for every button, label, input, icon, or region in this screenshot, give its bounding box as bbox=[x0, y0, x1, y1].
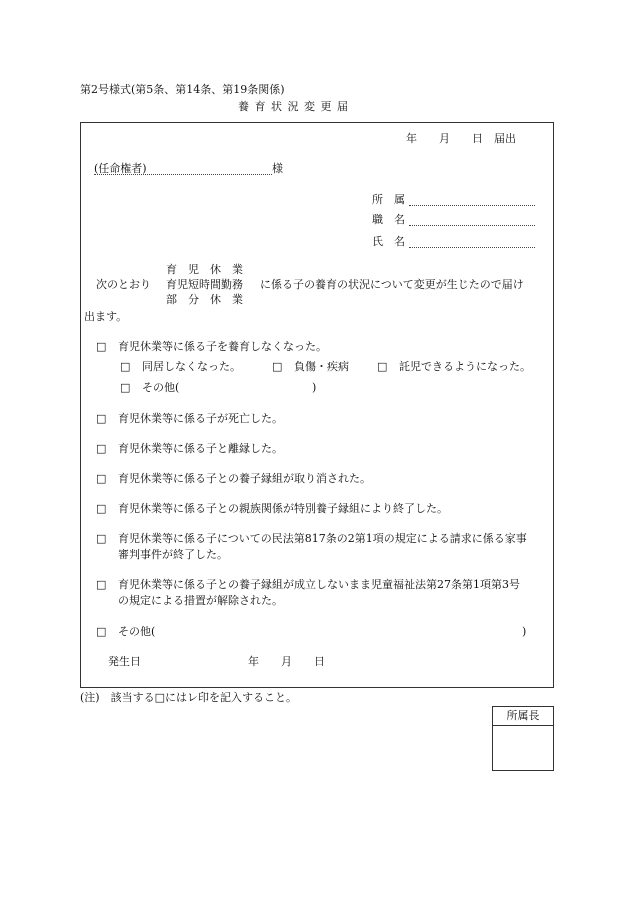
intro-suffix: に係る子の養育の状況について変更が生じたので届け bbox=[260, 278, 524, 291]
intro-option-childcare-leave: 育 児 休 業 bbox=[166, 263, 243, 276]
item-adoption-cancelled: □ 育児休業等に係る子との養子縁組が取り消された。 bbox=[96, 472, 371, 485]
intro-continuation: 出ます。 bbox=[84, 310, 128, 323]
intro-option-partial-leave: 部 分 休 業 bbox=[166, 293, 243, 306]
field-name: 氏 名 bbox=[372, 236, 535, 248]
page-title: 養 育 状 況 変 更 届 bbox=[238, 100, 349, 113]
checkbox[interactable]: □ bbox=[96, 412, 107, 425]
intro-option-short-hours: 育児短時間勤務 bbox=[166, 278, 243, 291]
form-number: 第2号様式(第5条、第14条、第19条関係) bbox=[80, 83, 285, 96]
occurrence-label: 発生日 bbox=[108, 655, 141, 668]
name-input[interactable] bbox=[409, 236, 535, 248]
occurrence-date[interactable]: 年 月 日 bbox=[248, 655, 325, 668]
field-position: 職 名 bbox=[372, 214, 535, 226]
item-relationship-ended: □ 育児休業等に係る子との親族関係が特別養子縁組により終了した。 bbox=[96, 502, 448, 515]
affiliation-input[interactable] bbox=[409, 194, 535, 206]
item-other-close: ) bbox=[522, 625, 527, 638]
field-affiliation: 所 属 bbox=[372, 194, 535, 206]
item-family-court-case-cont: 審判事件が終了した。 bbox=[118, 548, 228, 561]
checkbox[interactable]: □ bbox=[96, 472, 107, 485]
intro-prefix: 次のとおり bbox=[96, 278, 151, 291]
footnote: (注) 該当する□にはレ印を記入すること。 bbox=[80, 691, 297, 704]
item-child-died: □ 育児休業等に係る子が死亡した。 bbox=[96, 412, 283, 425]
checkbox[interactable]: □ bbox=[120, 381, 131, 394]
checkbox[interactable]: □ bbox=[96, 502, 107, 515]
sub-item-other: □ その他( bbox=[120, 381, 180, 394]
item-no-longer-raising: □ 育児休業等に係る子を養育しなくなった。 bbox=[96, 340, 327, 353]
item-family-court-case: □ 育児休業等に係る子についての民法第817条の2第1項の規定による請求に係る家事 bbox=[96, 532, 527, 545]
submission-date[interactable]: 年 月 日 届出 bbox=[406, 132, 516, 145]
sub-item-not-cohabiting: □ 同居しなくなった。 bbox=[120, 360, 241, 373]
checkbox[interactable]: □ bbox=[377, 360, 388, 373]
appointer-field[interactable]: (任命権者) bbox=[94, 163, 272, 175]
checkbox[interactable]: □ bbox=[120, 360, 131, 373]
stamp-box-label: 所属長 bbox=[493, 707, 553, 726]
item-other: □ その他( bbox=[96, 625, 156, 638]
approval-stamp-box[interactable] bbox=[492, 706, 554, 771]
appointer-line bbox=[94, 163, 283, 175]
checkbox[interactable]: □ bbox=[96, 578, 107, 591]
checkbox[interactable]: □ bbox=[96, 340, 107, 353]
item-adoption-dissolved: □ 育児休業等に係る子と離縁した。 bbox=[96, 442, 283, 455]
honorific: 様 bbox=[272, 162, 283, 175]
item-welfare-measure-cont: の規定による措置が解除された。 bbox=[118, 594, 283, 607]
sub-item-other-close: ) bbox=[312, 381, 317, 394]
checkbox[interactable]: □ bbox=[272, 360, 283, 373]
checkbox[interactable]: □ bbox=[96, 625, 107, 638]
sub-item-childcare-available: □ 託児できるようになった。 bbox=[377, 360, 531, 373]
checkbox[interactable]: □ bbox=[96, 442, 107, 455]
checkbox[interactable]: □ bbox=[96, 532, 107, 545]
item-welfare-measure: □ 育児休業等に係る子との養子縁組が成立しないまま児童福祉法第27条第1項第3号 bbox=[96, 578, 520, 591]
position-input[interactable] bbox=[409, 214, 535, 226]
sub-item-injury-illness: □ 負傷・疾病 bbox=[272, 360, 349, 373]
